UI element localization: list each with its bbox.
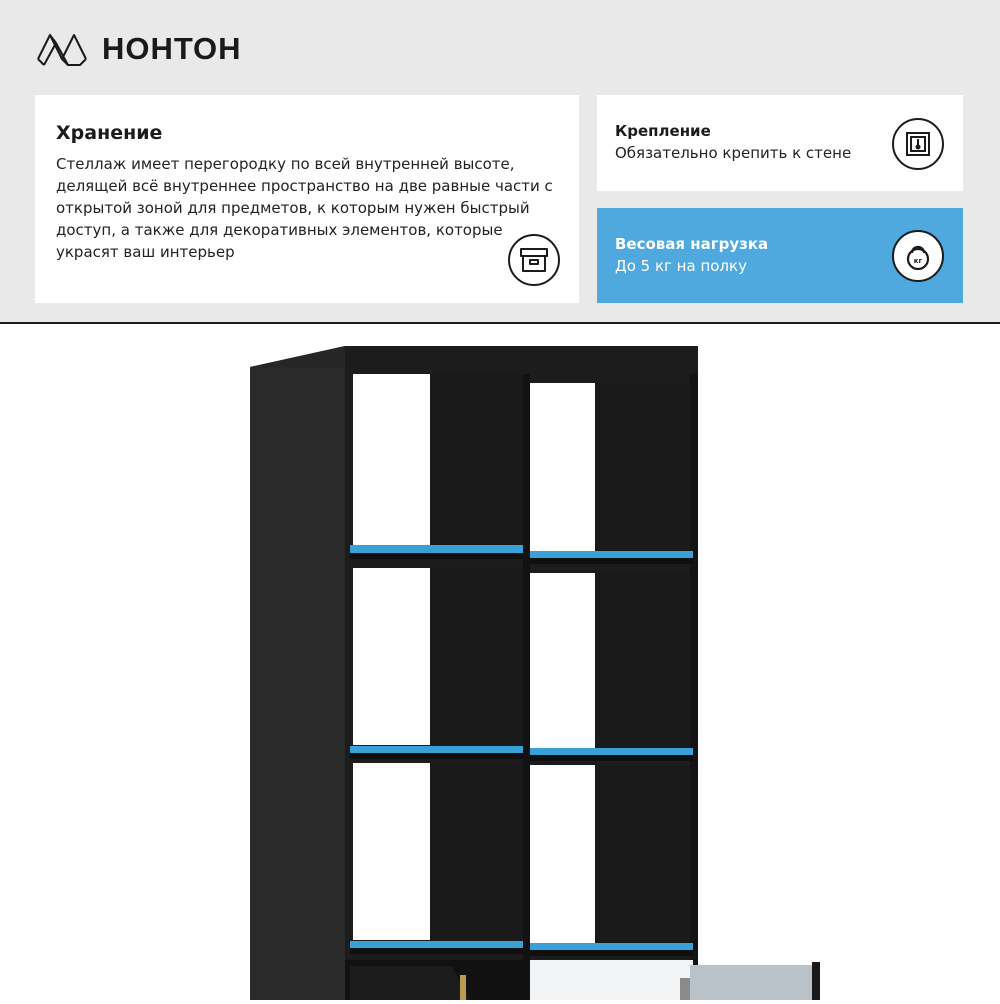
storage-description: Стеллаж имеет перегородку по всей внутренней высоте, делящей всё внутреннее пространство на две равные части с открытой зоной для предметов, к которым нужен быстрый доступ, а также для декоративных элементов, которые украсят ваш интерьер: [56, 155, 553, 261]
brand-name: НОНТОН: [102, 31, 242, 66]
weight-feature-card: [597, 208, 963, 303]
folded-ribbon-logo-icon: [36, 29, 92, 69]
brand-logo: [36, 28, 242, 70]
mounting-description: Обязательно крепить к стене: [615, 144, 852, 162]
shelving-unit-illustration: [0, 324, 1000, 1000]
kettlebell-unit-label: кг: [913, 257, 923, 265]
mounting-feature-card: [597, 95, 963, 191]
product-image: [0, 324, 1000, 1000]
storage-title: Хранение: [56, 122, 163, 144]
weight-description: До 5 кг на полку: [615, 257, 747, 275]
kettlebell-icon: [892, 230, 944, 282]
wall-mount-icon: [892, 118, 944, 170]
storage-box-icon: [508, 234, 560, 286]
mounting-title: Крепление: [615, 122, 711, 140]
weight-title: Весовая нагрузка: [615, 235, 769, 253]
storage-feature-card: [35, 95, 579, 303]
